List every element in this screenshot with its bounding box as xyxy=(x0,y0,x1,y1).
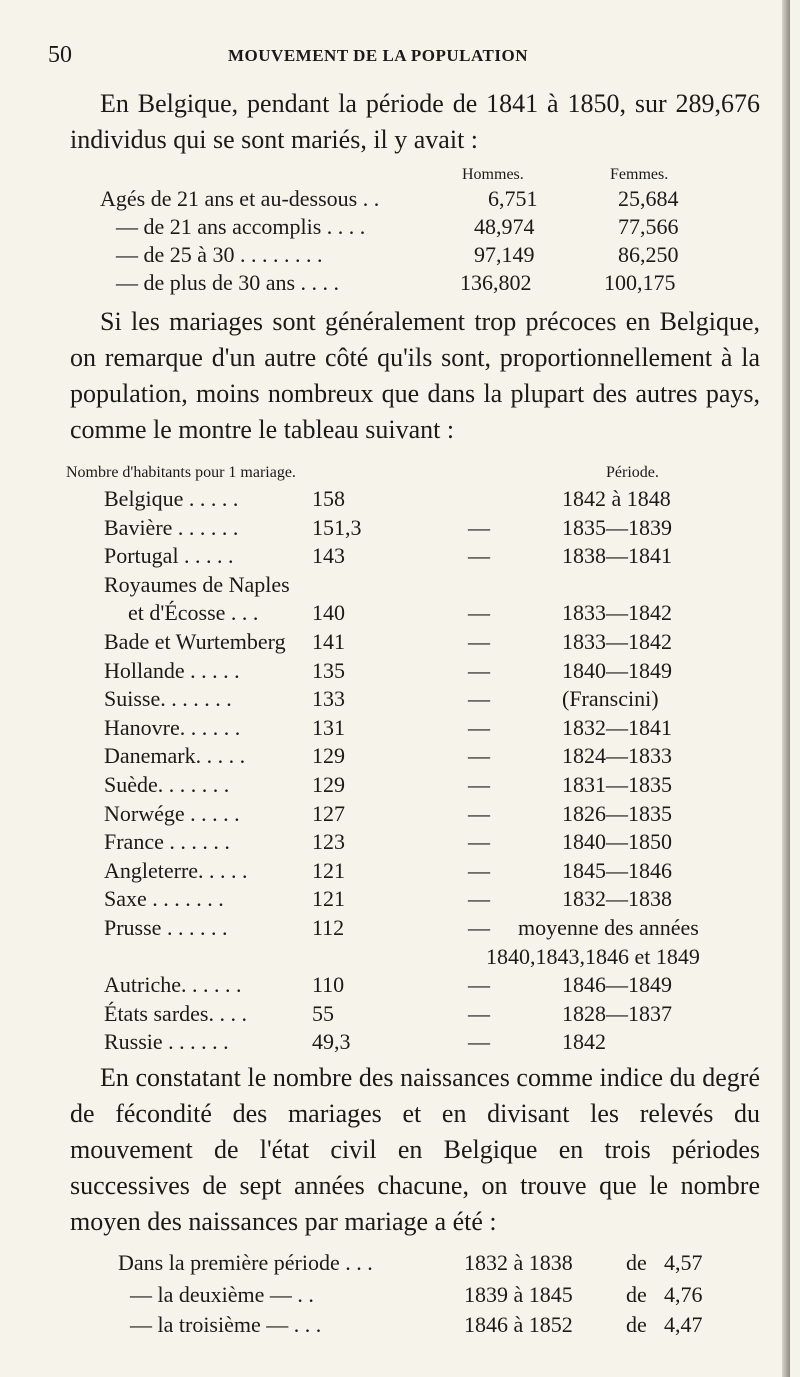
inhabitants-value: 55 xyxy=(312,1000,334,1026)
birth-value: 4,57 xyxy=(664,1250,703,1275)
period-dash: — xyxy=(468,600,490,626)
inhabitants-value: 127 xyxy=(312,800,345,826)
men-value: 136,802 xyxy=(460,270,532,295)
paragraph-2: Si les mariages sont généralement trop précoces en Belgique, on remarque d'un autre côté qu'ils sont, proportionnellement à la population, moins nombreux que dans la plupart des autres pays, comme le montre le tableau suivant : xyxy=(70,307,760,444)
inhabitants-value: 121 xyxy=(312,857,345,883)
country-name: Angleterre. . . . . xyxy=(104,857,248,883)
period-range: 1833—1842 xyxy=(562,629,672,654)
birth-period-label: — la troisième — . . . xyxy=(130,1312,322,1337)
period-range: 1832—1838 xyxy=(562,886,672,912)
col-men-header: Hommes. xyxy=(462,166,524,183)
inhabitants-value: 131 xyxy=(312,714,345,740)
age-label: Agés de 21 ans et au-dessous . . xyxy=(100,186,380,211)
men-value: 48,974 xyxy=(474,214,535,239)
birth-period-label: Dans la première période . . . xyxy=(118,1250,373,1275)
country-name: Hollande . . . . . xyxy=(104,657,240,683)
col-women-header: Femmes. xyxy=(610,166,669,183)
men-value: 6,751 xyxy=(488,186,538,211)
country-name: Bavière . . . . . . xyxy=(104,514,239,540)
period-range: 1832—1841 xyxy=(562,714,672,740)
period-dash: — xyxy=(468,543,490,569)
men-value: 97,149 xyxy=(474,242,535,267)
period-dash: — xyxy=(468,714,490,740)
period-range: 1824—1833 xyxy=(562,743,672,769)
period-dash: — xyxy=(468,800,490,826)
country-name: Royaumes de Naples xyxy=(104,571,290,597)
country-name: France . . . . . . xyxy=(104,829,230,855)
page-header xyxy=(48,42,760,72)
period-dash: — xyxy=(468,686,490,712)
country-name: Bade et Wurtemberg xyxy=(104,629,286,654)
period-range: 1840—1849 xyxy=(562,657,672,683)
country-name: États sardes. . . . xyxy=(104,1000,247,1026)
inhabitants-value: 129 xyxy=(312,743,345,769)
inhabitants-value: 143 xyxy=(312,543,345,569)
birth-de: de xyxy=(626,1282,647,1307)
period-range: 1835—1839 xyxy=(562,514,672,540)
period-range: 1833—1842 xyxy=(562,600,672,626)
birth-value: 4,47 xyxy=(664,1312,703,1337)
inhabitants-value: 140 xyxy=(312,600,345,626)
period-range: 1828—1837 xyxy=(562,1000,672,1026)
paragraph-1: En Belgique, pendant la période de 1841 à 1850, sur 289,676 individus qui se sont mariés, il y avait : xyxy=(70,89,760,154)
page-edge-shadow xyxy=(782,0,790,1377)
women-value: 86,250 xyxy=(618,242,679,267)
period-dash: — xyxy=(468,629,490,654)
birth-years: 1846 à 1852 xyxy=(464,1312,573,1337)
period-dash: — xyxy=(468,514,490,540)
inhabitants-value: 123 xyxy=(312,829,345,855)
inhabitants-value: 129 xyxy=(312,772,345,797)
inhabitants-value: 158 xyxy=(312,486,345,511)
period-range: 1831—1835 xyxy=(562,772,672,797)
period-range: 1840,1843,1846 et 1849 xyxy=(486,943,700,969)
birth-years: 1839 à 1845 xyxy=(464,1282,573,1307)
birth-de: de xyxy=(626,1312,647,1337)
period-dash: — xyxy=(468,1000,490,1026)
period-dash: — xyxy=(468,772,490,797)
country-name: Suède. . . . . . . xyxy=(104,772,230,797)
period-dash: — xyxy=(468,1029,490,1055)
inhabitants-value: 135 xyxy=(312,657,345,683)
period-range: 1845—1846 xyxy=(562,857,672,883)
inhabitants-value: 151,3 xyxy=(312,514,362,540)
period-dash: — xyxy=(468,657,490,683)
age-label: — de 25 à 30 . . . . . . . . xyxy=(116,242,323,267)
period-range: 1838—1841 xyxy=(562,543,672,569)
period-range: 1846—1849 xyxy=(562,972,672,998)
period-range: (Franscini) xyxy=(562,686,659,712)
period-range: 1826—1835 xyxy=(562,800,672,826)
period-dash: — xyxy=(468,972,490,998)
country-name: Hanovre. . . . . . xyxy=(104,714,241,740)
women-value: 25,684 xyxy=(618,186,679,211)
country-name: Norwége . . . . . xyxy=(104,800,240,826)
running-head: MOUVEMENT DE LA POPULATION xyxy=(228,46,528,65)
country-name: Autriche. . . . . . xyxy=(104,972,242,998)
women-value: 100,175 xyxy=(604,270,676,295)
inhabitants-value: 110 xyxy=(312,972,345,998)
period-dash: — xyxy=(468,857,490,883)
period-dash: — xyxy=(468,743,490,769)
age-label: — de 21 ans accomplis . . . . xyxy=(116,214,366,239)
col-inhabitants-header: Nombre d'habitants pour 1 mariage. xyxy=(66,464,296,481)
country-name: Saxe . . . . . . . xyxy=(104,886,224,912)
country-name: Belgique . . . . . xyxy=(104,486,239,511)
country-name: Russie . . . . . . xyxy=(104,1029,229,1055)
period-range: moyenne des années xyxy=(518,915,699,940)
country-name: Suisse. . . . . . . xyxy=(104,686,232,712)
period-range: 1842 à 1848 xyxy=(562,486,671,511)
period-dash: — xyxy=(468,829,490,855)
age-label: — de plus de 30 ans . . . . xyxy=(116,270,340,295)
country-name: Danemark. . . . . xyxy=(104,743,246,769)
country-name: Portugal . . . . . xyxy=(104,543,234,569)
period-dash: — xyxy=(468,886,490,912)
page-number: 50 xyxy=(48,42,72,68)
period-range: 1840—1850 xyxy=(562,829,672,855)
birth-de: de xyxy=(626,1250,647,1275)
period-dash: — xyxy=(468,915,490,940)
inhabitants-value: 121 xyxy=(312,886,345,912)
inhabitants-value: 141 xyxy=(312,629,345,654)
birth-value: 4,76 xyxy=(664,1282,703,1307)
birth-years: 1832 à 1838 xyxy=(464,1250,573,1275)
inhabitants-value: 112 xyxy=(312,915,345,940)
country-name: Prusse . . . . . . xyxy=(104,915,228,940)
period-range: 1842 xyxy=(562,1029,606,1055)
paragraph-3: En constatant le nombre des naissances comme indice du degré de fécondité des mariages et en divisant les relevés du mouvement de l'état civil en Belgique en trois périodes successives de sept années chacune, on trouve que le nombre moyen des naissances par mariage a été : xyxy=(70,1063,760,1236)
women-value: 77,566 xyxy=(618,214,679,239)
inhabitants-value: 133 xyxy=(312,686,345,712)
inhabitants-value: 49,3 xyxy=(312,1029,351,1055)
birth-period-label: — la deuxième — . . xyxy=(130,1282,314,1307)
country-name: et d'Écosse . . . xyxy=(128,600,259,626)
col-period-header: Période. xyxy=(606,464,659,481)
